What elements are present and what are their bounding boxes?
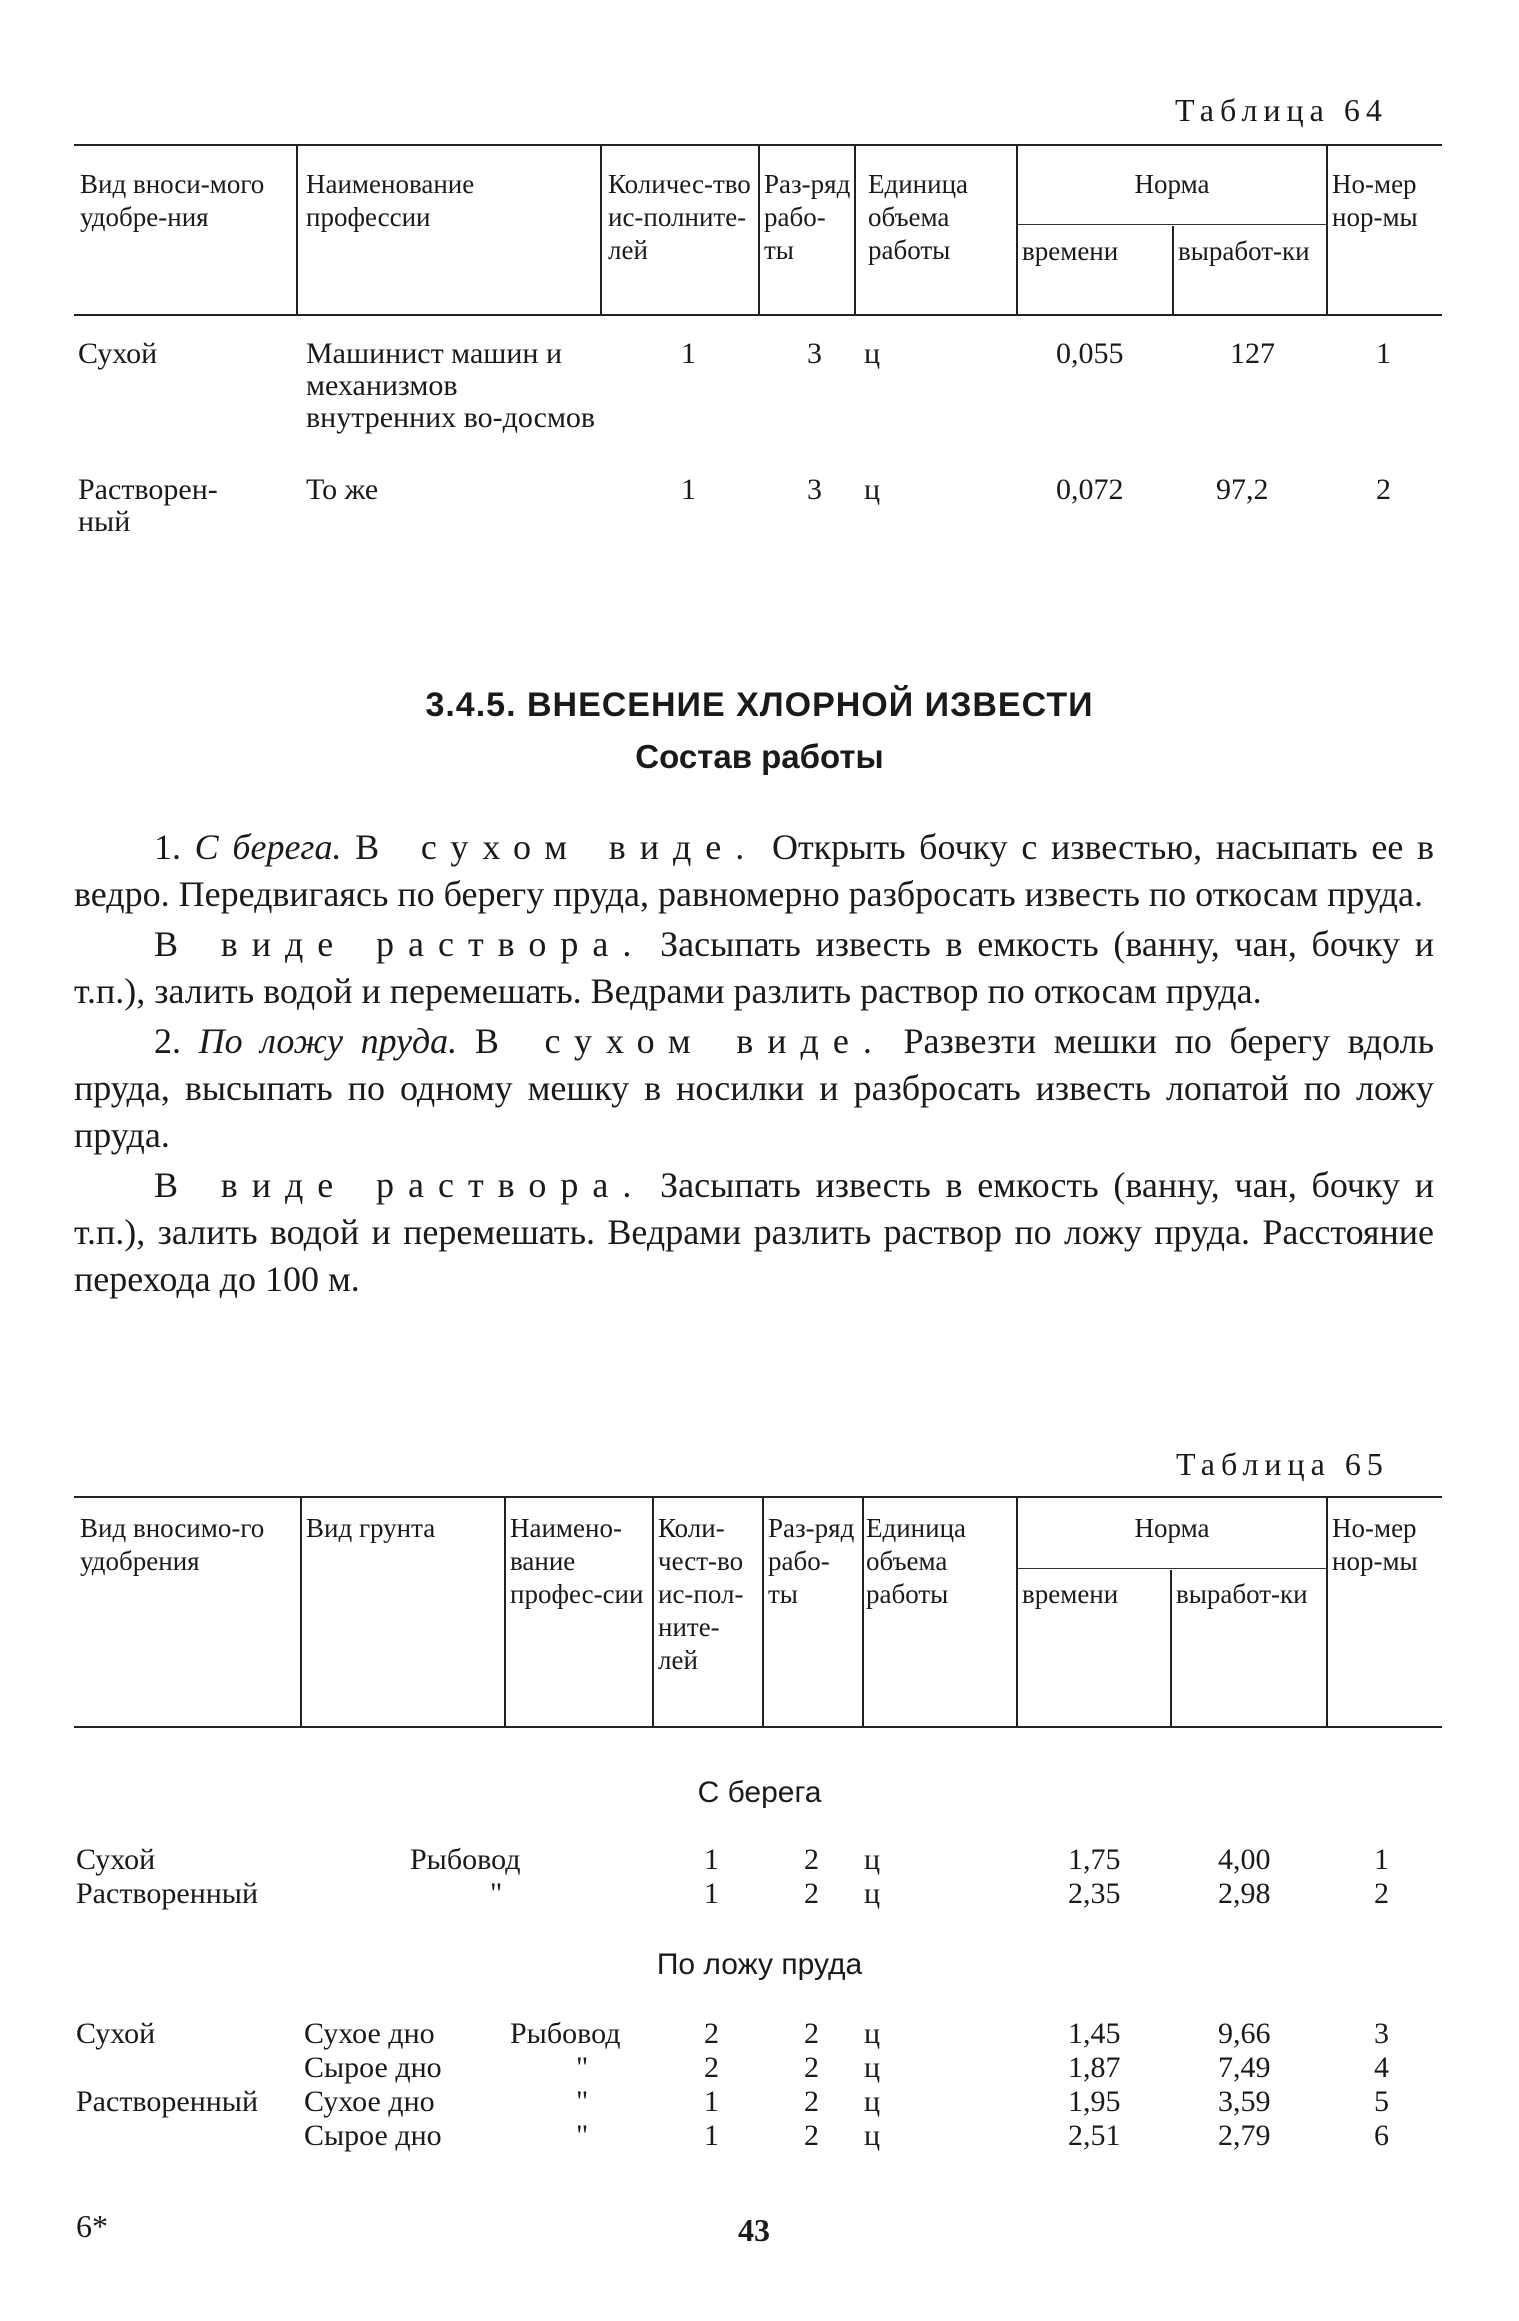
table65-cell-output: 9,66 [1218,2017,1271,2050]
section-subtitle: Состав работы [635,738,884,775]
table65-cell-count: 1 [704,2119,719,2152]
section-title: 3.4.5. ВНЕСЕНИЕ ХЛОРНОЙ ИЗВЕСТИ [425,686,1094,724]
table64-cell-count: 1 [681,473,696,506]
table65-cell-type: Сухой [76,2017,156,2050]
table65-cell-unit: ц [864,2017,881,2050]
table65-cell-count: 2 [704,2051,719,2084]
table65-cell-number: 5 [1374,2085,1389,2118]
table65-cell-profession: Рыбовод [510,2017,621,2050]
table65-header-type: Вид вносимо-го удобрения [80,1513,265,1576]
table65-cell-output: 2,98 [1218,1877,1271,1910]
table65-cell-profession: " [576,2085,589,2118]
table65-header-norm-output: выработ-ки [1176,1579,1308,1609]
table64-cell-unit: ц [864,473,881,506]
table65-cell-count: 2 [704,2017,719,2050]
table64-caption: Таблица 64 [1175,92,1388,128]
table65-cell-unit: ц [864,1877,881,1910]
table64-norm-rule [1018,224,1326,225]
table65-cell-number: 3 [1374,2017,1389,2050]
table65-divider [862,1496,864,1726]
table64-cell-number: 2 [1376,473,1391,506]
table65-cell-count: 1 [704,1843,719,1876]
table65-cell-unit: ц [864,2119,881,2152]
table64-cell-type: Сухой [78,337,158,370]
paragraph-4: В виде раствора. Засыпать известь в емкость (ванну, чан, бочку и т.п.), залить водой и перемешать. Ведрами разлить раствор по ложу пруда. Расстояние перехода до 100 м. [74,1165,1434,1299]
table65-cell-type: Растворенный [76,1877,259,1910]
table65-cell-grade: 2 [804,2017,819,2050]
table64-header-rule [74,314,1442,316]
paragraph-3: 2. По ложу пруда. В сухом виде. Развезти мешки по берегу вдоль пруда, высыпать по одному мешку в носилки и разбросать известь лопатой по ложу пруда. [74,1021,1435,1155]
table64-header-unit: Единица объема работы [868,169,969,265]
table65-cell-time: 2,51 [1068,2119,1121,2152]
table65-divider [1326,1496,1328,1726]
table65-divider [504,1496,506,1726]
table64-cell-grade: 3 [807,473,822,506]
table64-divider [854,144,856,314]
table64-cell-grade: 3 [807,337,822,370]
table65-divider [1170,1570,1172,1726]
table64-cell-count: 1 [681,337,696,370]
table65-cell-grade: 2 [804,2085,819,2118]
table64-header-number: Но-мер нор-мы [1332,169,1418,232]
table65-cell-number: 2 [1374,1877,1389,1910]
table64-cell-output: 127 [1230,337,1275,370]
table65-cell-soil: Сырое дно [304,2051,442,2084]
table65-cell-number: 4 [1374,2051,1389,2084]
table65-cell-time: 1,87 [1068,2051,1121,2084]
table65-header-norm-time: времени [1022,1579,1119,1609]
table64-divider [600,144,602,314]
table64-cell-profession: Машинист машин и механизмов внутренних во-досмов [306,337,596,434]
table65-cell-grade: 2 [804,1877,819,1910]
table65-cell-type: Растворенный [76,2085,259,2118]
table65-cell-count: 1 [704,2085,719,2118]
table65-cell-time: 1,75 [1068,1843,1121,1876]
table65-cell-type: Сухой [76,1843,156,1876]
table65-divider [652,1496,654,1726]
table65-cell-time: 1,45 [1068,2017,1121,2050]
table65-group-title: С берега [697,1776,822,1809]
table64-cell-profession: То же [306,473,379,506]
paragraph-2: В виде раствора. Засыпать известь в емкость (ванну, чан, бочку и т.п.), залить водой и перемешать. Ведрами разлить раствор по откосам пруда. [74,924,1434,1011]
table65-cell-number: 1 [1374,1843,1389,1876]
table65-cell-output: 4,00 [1218,1843,1271,1876]
section-body [74,824,1434,1306]
table64-cell-time: 0,055 [1056,337,1124,370]
table65-cell-count: 1 [704,1877,719,1910]
table64-header-grade: Раз-ряд рабо-ты [764,169,851,265]
table65-header-number: Но-мер нор-мы [1332,1513,1418,1576]
table65-header-profession: Наимено-вание профес-сии [510,1513,644,1609]
signature-mark: 6* [76,2208,108,2244]
table64-header-norm: Норма [1134,169,1210,199]
table65-cell-unit: ц [864,1843,881,1876]
table65-divider [762,1496,764,1726]
paragraph-1: 1. С берега. В сухом виде. Открыть бочку с известью, насыпать ее в ведро. Передвигаясь по берегу пруда, равномерно разбросать известь по откосам пруда. [74,827,1434,914]
table64-header-count: Количес-тво ис-полните-лей [608,169,751,265]
table64-header-norm-time: времени [1022,236,1119,266]
table64-cell-output: 97,2 [1216,473,1269,506]
table64-cell-type: Растворен-ный [78,473,218,538]
table65-cell-soil: Сухое дно [304,2085,435,2118]
table65-cell-time: 1,95 [1068,2085,1121,2118]
table64-divider [1172,226,1174,314]
table65-cell-time: 2,35 [1068,1877,1121,1910]
table65-header-unit: Единица объема работы [866,1513,967,1609]
table65-cell-grade: 2 [804,2051,819,2084]
table65-cell-profession: " [576,2119,589,2152]
table64-cell-time: 0,072 [1056,473,1124,506]
table64-cell-unit: ц [864,337,881,370]
table65-header-grade: Раз-ряд рабо-ты [768,1513,855,1609]
table65-cell-profession: " [490,1877,503,1910]
table65-cell-output: 3,59 [1218,2085,1271,2118]
table64-cell-number: 1 [1376,337,1391,370]
table65-cell-profession: " [576,2051,589,2084]
table65-norm-rule [1018,1568,1326,1569]
table64-header-profession: Наименование профессии [306,169,475,232]
table64-divider [758,144,760,314]
table65-cell-grade: 2 [804,1843,819,1876]
page-number: 43 [738,2212,770,2248]
table65-cell-number: 6 [1374,2119,1389,2152]
table64-header-norm-output: выработ-ки [1178,236,1310,266]
table65-cell-unit: ц [864,2051,881,2084]
table64-header-type: Вид вноси-мого удобре-ния [80,169,265,232]
table65-header-count: Коли-чест-во ис-пол-ните-лей [658,1513,744,1675]
table65-header-norm: Норма [1134,1513,1210,1543]
table65-cell-grade: 2 [804,2119,819,2152]
table65-cell-output: 2,79 [1218,2119,1271,2152]
table65-header-soil: Вид грунта [306,1513,436,1543]
table64-divider [1326,144,1328,314]
table65-cell-output: 7,49 [1218,2051,1271,2084]
table65-top-rule [74,1496,1442,1498]
table64-divider [296,144,298,314]
table65-caption: Таблица 65 [1176,1446,1389,1482]
table65-group-title: По ложу пруда [656,1948,863,1981]
table65-header-rule [74,1726,1442,1728]
table65-cell-unit: ц [864,2085,881,2118]
table65-cell-profession: Рыбовод [410,1843,521,1876]
table65-cell-soil: Сырое дно [304,2119,442,2152]
table65-cell-soil: Сухое дно [304,2017,435,2050]
table65-divider [300,1496,302,1726]
